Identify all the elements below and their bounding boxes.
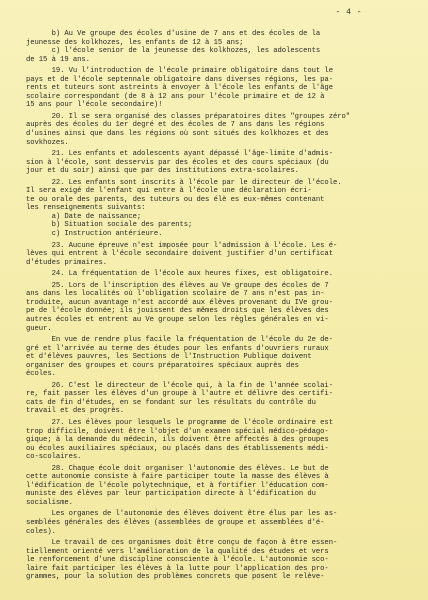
text-line: a) Date de naissance; bbox=[26, 212, 142, 221]
text-line: te ou orale des parents, des tuteurs ou des élè es eux-mêmes contenant bbox=[26, 195, 325, 204]
text-line: 28. Chaque école doit organiser l'autonomie des élèves. Le but de bbox=[26, 464, 329, 473]
text-line: organiser des groupes et cours préparatoires spéciaux auprès des bbox=[26, 361, 299, 370]
paragraph bbox=[26, 179, 408, 239]
text-line: c) Instruction antérieure. bbox=[26, 230, 163, 239]
paragraph bbox=[26, 282, 408, 333]
text-line: c) l'école senior de la jeunesse des kolkhozes, les adolescents bbox=[26, 47, 321, 56]
text-line: le renforcement d'une discipline consciente à l'école. L'autonomie sco- bbox=[26, 556, 329, 565]
text-line: b) Au Ve groupe des écoles d'usine de 7 ans et des écoles de la bbox=[26, 30, 321, 38]
text-line: 21. Les enfants et adolescents ayant dépassé l'âge-limite d'admis- bbox=[26, 150, 333, 159]
text-line: et d'élèves pauvres, les Sections de l'Instruction Publique doivent bbox=[26, 353, 312, 362]
text-line: jeunesse des kolkhozes, les enfants de 12 à 15 ans; bbox=[26, 38, 244, 47]
text-line: Il sera exigé de l'enfant qui entre à l'école une déclaration écri- bbox=[26, 187, 312, 196]
text-line: co-scolaires. bbox=[26, 453, 82, 462]
text-line: jour et du soir) ainsi que par des institutions extra-scolaires. bbox=[26, 167, 299, 176]
text-line: 24. La fréquentation de l'école aux heures fixes, est obligatoire. bbox=[26, 270, 333, 279]
paragraph bbox=[26, 30, 408, 64]
text-line: Les organes de l'autonomie des élèves doivent être élus par les as- bbox=[26, 510, 338, 519]
text-line: 27. Les élèves pour lesquels le programme de l'école ordinaire est bbox=[26, 418, 333, 427]
text-line: scolaire correspondant (de 8 à 12 ans pour l'école primaire et de 12 à bbox=[26, 92, 325, 101]
paragraph bbox=[26, 336, 408, 379]
text-line: 19. Vu l'introduction de l'école primaire obligatoire dans tout le bbox=[26, 67, 333, 76]
text-line: rents et tuteurs sont astreints à envoyer à l'école les enfants de l'âge bbox=[26, 84, 333, 93]
text-line: semblées générales des élèves (assemblées de groupe et assemblées d'é- bbox=[26, 518, 325, 527]
text-line: 26. C'est le directeur de l'école qui, à la fin de l'année scolai- bbox=[26, 381, 333, 390]
text-line: écoles. bbox=[26, 370, 56, 379]
paragraph bbox=[26, 510, 408, 536]
paragraph bbox=[26, 242, 408, 268]
paragraph bbox=[26, 270, 408, 279]
text-line: les renseignements suivants: bbox=[26, 204, 146, 213]
text-line: 15 ans pour l'école secondaire)! bbox=[26, 101, 163, 110]
paragraph bbox=[26, 382, 408, 416]
text-line: muniste des élèves par leur participation directe à l'édification du bbox=[26, 490, 316, 499]
text-line: trop difficile, doivent être l'objet d'un examen spécial médico-pédago- bbox=[26, 427, 329, 436]
text-line: travail et des progrès. bbox=[26, 407, 125, 416]
text-line: l'édification de l'école polytechnique, et à fortifier l'éducation com- bbox=[26, 481, 329, 490]
text-line: gré et l'arrivée au terme des études pour les enfants d'ouvriers ruraux bbox=[26, 344, 329, 353]
paragraph bbox=[26, 465, 408, 508]
paragraph bbox=[26, 419, 408, 462]
text-line: pays et de l'école septennale obligatoire dans diverses régions, les pa- bbox=[26, 75, 333, 84]
text-line: En vue de rendre plus facile la fréquentation de l'école du 2e de- bbox=[26, 336, 333, 345]
text-line: 23. Aucune épreuve n'est imposée pour l'admission à l'école. Les é- bbox=[26, 241, 338, 250]
text-line: d'usines ainsi que dans les régions où sont situés des kolkhozes et des bbox=[26, 130, 329, 139]
text-line: 25. Lors de l'inscription des élèves au Ve groupe des écoles de 7 bbox=[26, 281, 329, 290]
text-line: 22. Les enfants sont inscrits à l'école par le directeur de l'école. bbox=[26, 178, 342, 187]
text-line: ans dans les localités où l'obligation scolaire de 7 ans n'est pas in- bbox=[26, 290, 325, 299]
text-line: gique; à la demande du médecin, ils doivent être affectés à des groupes bbox=[26, 436, 329, 445]
text-line: grammes, pour la solution des problèmes concrets que posent le relève- bbox=[26, 573, 325, 582]
text-line: autres écoles et entrent au Ve groupe selon les règles générales en vi- bbox=[26, 315, 329, 324]
text-line: re, fait passer les élèves d'un groupe à l'autre et délivre des certifi- bbox=[26, 390, 333, 399]
text-line: d'études primaires. bbox=[26, 258, 108, 267]
text-line: tiellement orienté vers l'amélioration de la qualité des études et vers bbox=[26, 547, 329, 556]
text-line: de 15 à 19 ans. bbox=[26, 55, 90, 64]
text-line: ou écoles auxiliaires spéciaux, ou placés dans des établissements médi- bbox=[26, 444, 329, 453]
text-line: cette autonomie consiste à faire participer toute la masse des élèves à bbox=[26, 473, 329, 482]
text-line: laire fait participer les élèves à la lutte pour l'application des pro- bbox=[26, 564, 329, 573]
text-line: 20. Il se sera organisé des classes préparatoires dites "groupes zéro" bbox=[26, 112, 351, 121]
paragraph bbox=[26, 67, 408, 110]
text-line: pe de l'école donnée; ils jouissent des mêmes droits que les élèves des bbox=[26, 307, 329, 316]
paragraph bbox=[26, 539, 408, 582]
page-number: - 4 - bbox=[335, 8, 362, 17]
paragraph bbox=[26, 113, 408, 147]
text-line: gueur. bbox=[26, 324, 52, 333]
text-line: troduite, aucun avantage n'est accordé aux élèves provenant du IVe grou- bbox=[26, 298, 333, 307]
text-line: Le travail de ces organismes doit être conçu de façon à être essen- bbox=[26, 539, 338, 548]
text-line: auprès des écoles du 1er degré et des écoles de 7 ans dans les régions bbox=[26, 121, 325, 130]
text-line: sovkhozes. bbox=[26, 138, 69, 147]
text-line: sion à l'école, sont desservis par des écoles et des cours spéciaux (du bbox=[26, 158, 329, 167]
text-line: lèves qui entrent à l'école secondaire doivent justifier d'un certificat bbox=[26, 250, 333, 259]
paragraph bbox=[26, 150, 408, 176]
text-line: coles). bbox=[26, 527, 56, 536]
document-body bbox=[26, 30, 408, 582]
text-line: cats de fin d'études, en se fondant sur les résultats du contrôle du bbox=[26, 398, 316, 407]
text-line: b) Situation sociale des parents; bbox=[26, 221, 193, 230]
text-line: socialisme. bbox=[26, 498, 73, 507]
